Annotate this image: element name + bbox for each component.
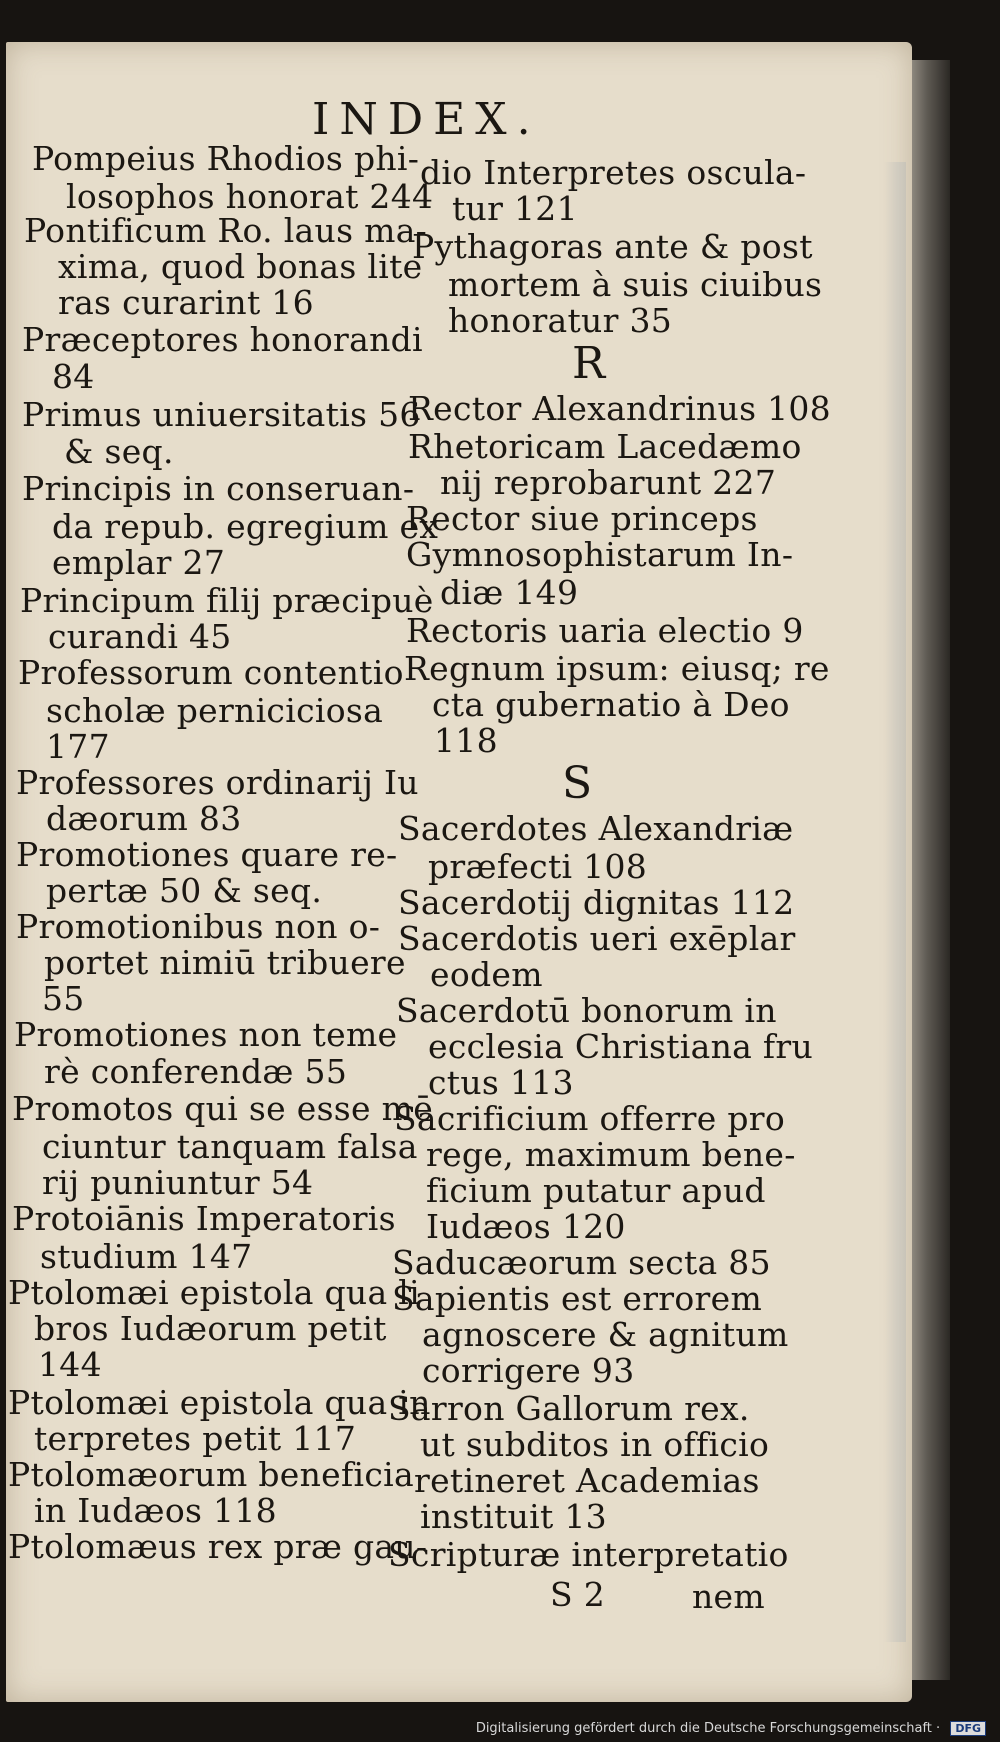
index-line: scholæ perniciciosa — [46, 691, 384, 730]
index-line: Sacrificium offerre pro — [394, 1099, 785, 1138]
index-line: losophos honorat 244 — [66, 177, 434, 216]
index-line: Sacerdotū bonorum in — [396, 991, 777, 1030]
index-line: Professorum contentio — [18, 653, 404, 692]
index-line: Sacerdotes Alexandriæ — [398, 809, 794, 848]
index-line: Ptolomæi epistola qua in — [8, 1383, 431, 1422]
page-fold-shadow — [884, 162, 906, 1642]
index-line: Pontificum Ro. laus ma- — [24, 211, 428, 250]
index-line: agnoscere & agnitum — [422, 1315, 789, 1354]
index-line: Scripturæ interpretatio — [388, 1535, 789, 1574]
index-line: Sacerdotis ueri exēplar — [398, 919, 796, 958]
index-line: rege, maximum bene- — [426, 1135, 796, 1174]
index-line: Protoiānis Imperatoris — [12, 1199, 396, 1238]
dfg-logo: DFG — [950, 1721, 986, 1736]
index-line: Promotos qui se esse mē — [12, 1089, 434, 1128]
index-line: ut subditos in officio — [420, 1425, 770, 1464]
index-line: ciuntur tanquam falsa — [42, 1127, 418, 1166]
index-line: corrigere 93 — [422, 1351, 635, 1390]
index-line: Pythagoras ante & post — [412, 227, 813, 266]
index-line: studium 147 — [40, 1237, 253, 1276]
index-line: eodem — [430, 955, 543, 994]
index-line: in Iudæos 118 — [34, 1491, 277, 1530]
index-line: Sacerdotij dignitas 112 — [398, 883, 795, 922]
index-line: ctus 113 — [428, 1063, 574, 1102]
index-line: Regnum ipsum: eiusq; re — [404, 649, 830, 688]
index-line: Principis in conseruan- — [22, 469, 415, 508]
catchword: nem — [692, 1577, 765, 1616]
index-line: Ptolomæi epistola qua li — [8, 1273, 420, 1312]
index-line: & seq. — [64, 432, 174, 471]
index-line: 55 — [42, 979, 85, 1018]
index-line: ras curarint 16 — [58, 283, 314, 322]
index-line: cta gubernatio à Deo — [432, 685, 790, 724]
index-line: Promotionibus non o- — [16, 907, 381, 946]
index-line: Promotiones non teme — [14, 1015, 398, 1054]
index-line: dæorum 83 — [46, 799, 242, 838]
index-line: 84 — [52, 357, 95, 396]
index-line: Pompeius Rhodios phi- — [32, 139, 420, 178]
index-line: emplar 27 — [52, 543, 226, 582]
running-head: INDEX. — [312, 94, 541, 145]
index-line: terpretes petit 117 — [34, 1419, 357, 1458]
index-line: Ptolomæus rex præ gau- — [8, 1527, 428, 1566]
index-line: Iudæos 120 — [426, 1207, 626, 1246]
index-line: Professores ordinarij Iu — [16, 763, 419, 802]
index-line: diæ 149 — [440, 573, 579, 612]
index-line: dio Interpretes oscula- — [420, 153, 807, 192]
index-line: Primus uniuersitatis 56 — [22, 395, 421, 434]
index-line: tur 121 — [452, 189, 578, 228]
index-line: rè conferendæ 55 — [44, 1052, 348, 1091]
section-letter: R — [572, 338, 606, 389]
index-line: Promotiones quare re- — [16, 835, 398, 874]
index-line: bros Iudæorum petit — [34, 1309, 387, 1348]
index-line: rij puniuntur 54 — [42, 1163, 314, 1202]
index-line: Sapientis est errorem — [392, 1279, 763, 1318]
index-line: Principum filij præcipuè — [20, 581, 434, 620]
index-line: Rector siue princeps — [406, 499, 758, 538]
index-line: honoratur 35 — [448, 301, 673, 340]
index-line: nij reprobarunt 227 — [440, 463, 777, 502]
index-line: Ptolomæorum beneficia — [8, 1455, 414, 1494]
index-line: ecclesia Christiana fru — [428, 1027, 814, 1066]
book-edge — [912, 60, 950, 1680]
index-line: Præceptores honorandi — [22, 320, 423, 359]
index-line: præfecti 108 — [428, 847, 648, 886]
digitization-credit — [476, 1721, 986, 1736]
section-letter: S — [562, 758, 593, 809]
index-line: instituit 13 — [420, 1497, 607, 1536]
index-line: 144 — [38, 1345, 102, 1384]
index-line: Rectoris uaria electio 9 — [406, 611, 804, 650]
index-line: Saducæorum secta 85 — [392, 1243, 771, 1282]
index-line: retineret Academias — [414, 1461, 760, 1500]
index-line: Gymnosophistarum In- — [406, 535, 794, 574]
index-line: Sarron Gallorum rex. — [388, 1389, 750, 1428]
index-line: curandi 45 — [48, 617, 232, 656]
credit-text: Digitalisierung gefördert durch die Deutsche Forschungsgemeinschaft · — [475, 1721, 941, 1736]
index-line: da repub. egregium ex — [52, 507, 439, 546]
signature-mark: S 2 — [550, 1575, 605, 1614]
index-line: 177 — [46, 727, 110, 766]
index-line: xima, quod bonas lite — [58, 247, 423, 286]
index-line: ficium putatur apud — [426, 1171, 766, 1210]
index-line: Rhetoricam Lacedæmo — [408, 427, 802, 466]
index-line: portet nimiū tribuere — [44, 943, 406, 982]
index-line: pertæ 50 & seq. — [46, 871, 323, 910]
index-line: mortem à suis ciuibus — [448, 265, 823, 304]
index-line: 118 — [434, 721, 498, 760]
index-line: Rector Alexandrinus 108 — [408, 389, 831, 428]
